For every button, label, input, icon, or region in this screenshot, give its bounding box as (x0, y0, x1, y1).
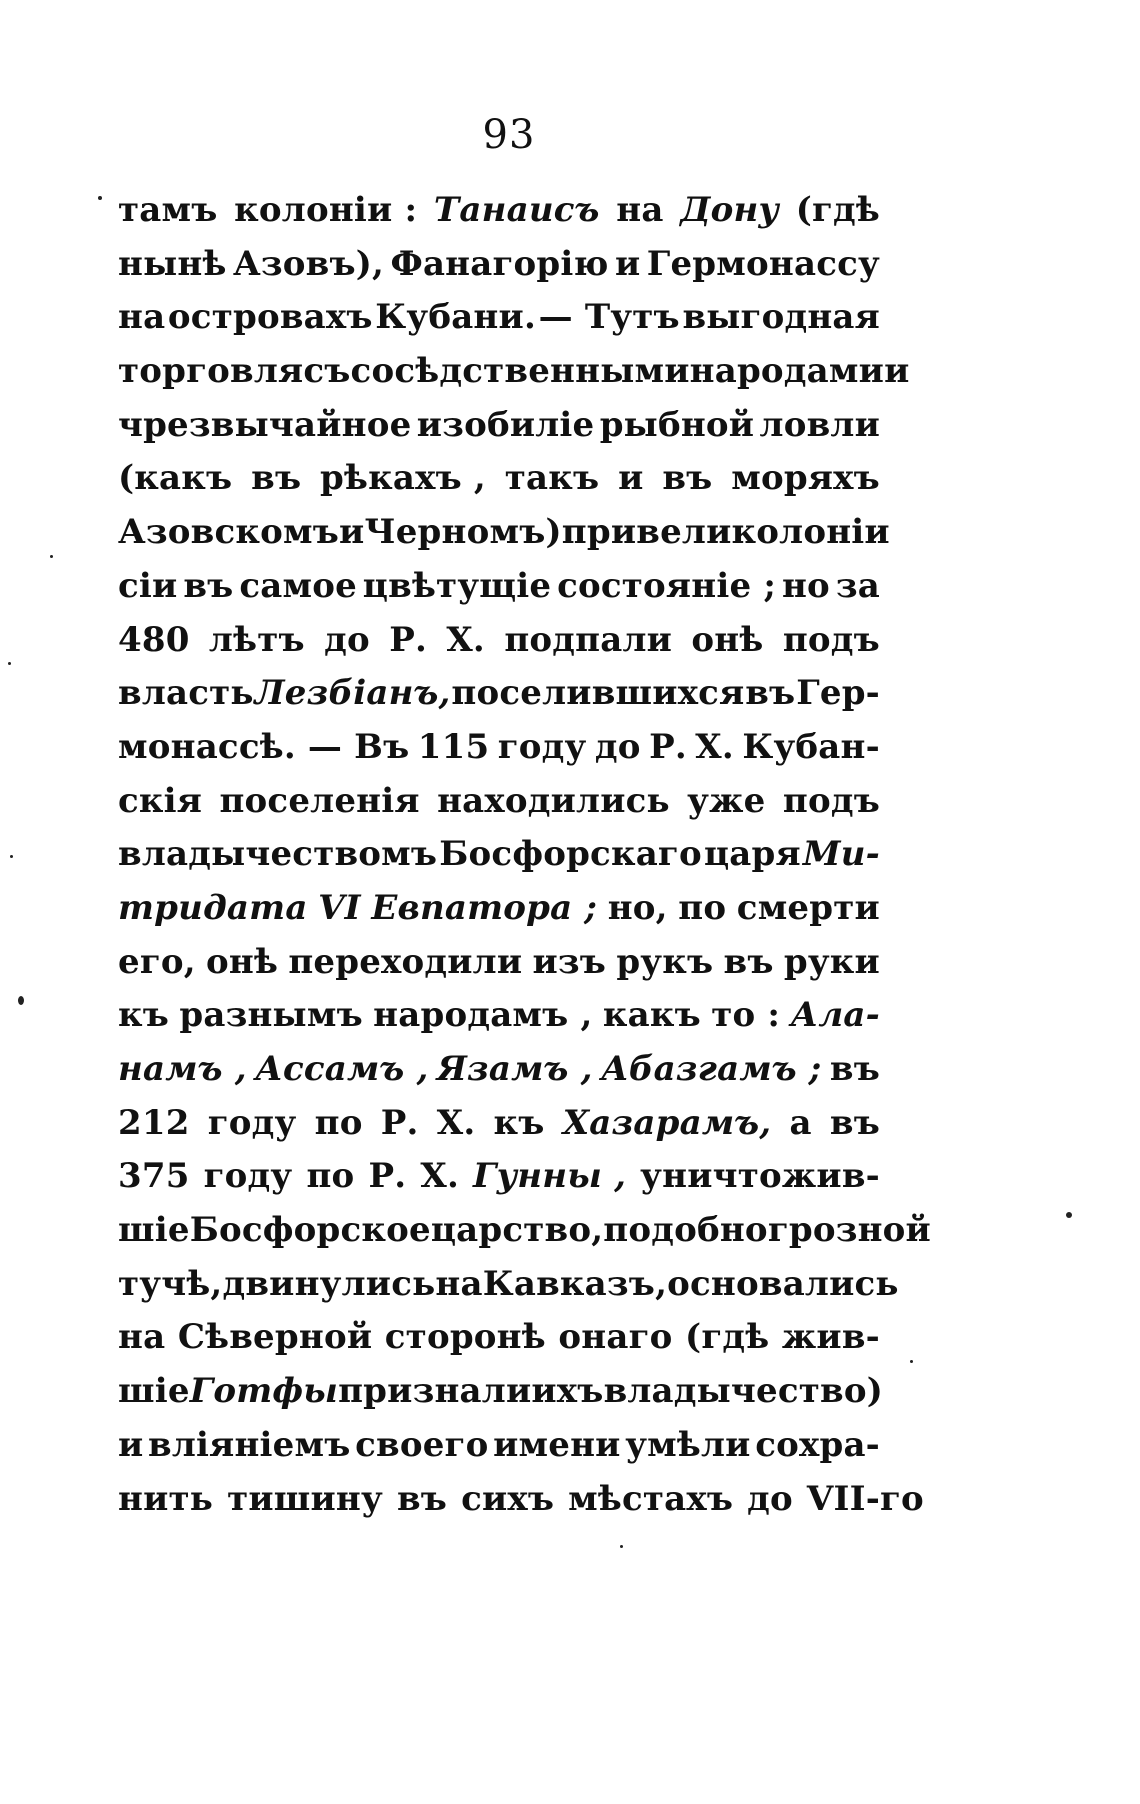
word: по (678, 887, 727, 928)
text-line (118, 1263, 899, 1318)
word: сохра- (755, 1424, 880, 1465)
word: съ (303, 351, 351, 392)
word: Ми- (802, 834, 880, 875)
word: вліяніемъ (148, 1424, 351, 1465)
word: а (789, 1102, 812, 1143)
word: Х. (695, 726, 734, 767)
word: народамъ , (373, 995, 593, 1036)
word: Х. (446, 619, 485, 660)
word: Абазгамъ ; (601, 1049, 822, 1089)
word: чрезвычайное (118, 404, 412, 445)
word: признали (338, 1371, 532, 1412)
text-line (118, 834, 880, 888)
text-line (118, 244, 880, 298)
word: нынѣ (118, 243, 227, 284)
word: царство, (430, 1210, 604, 1251)
word: власть (118, 673, 254, 714)
word: лѣтъ (208, 619, 305, 660)
word: Х. (420, 1156, 459, 1197)
text-line (118, 620, 880, 674)
word: Р. (649, 726, 687, 767)
word: и (614, 243, 641, 284)
word: Азовъ), (232, 243, 385, 284)
word: 115 (417, 726, 490, 767)
word: въ (745, 673, 796, 714)
word: двинулись (222, 1263, 436, 1304)
word: Гермонассу (646, 243, 880, 284)
word: моряхъ (731, 458, 880, 499)
text-line (118, 1371, 884, 1425)
text-line (118, 458, 880, 512)
text-line (118, 727, 880, 781)
word: 375 (118, 1156, 190, 1197)
scan-speck (8, 662, 11, 665)
word: выгодная (682, 297, 880, 338)
word: году (497, 726, 587, 767)
scan-speck (10, 855, 13, 858)
word: по (306, 1156, 355, 1197)
word: году (203, 1156, 293, 1197)
word: Гер- (796, 673, 880, 714)
word: смерти (736, 887, 880, 928)
word: руки (783, 941, 880, 982)
word: (гдѣ (795, 190, 880, 230)
word: на (118, 297, 166, 338)
word: Хазарамъ, (562, 1102, 772, 1143)
word: Сѣверной (177, 1317, 373, 1358)
word: 212 (118, 1102, 190, 1143)
text-line (118, 1425, 880, 1479)
word: тамъ (118, 190, 218, 230)
word: подпали (504, 619, 673, 660)
text-line (118, 190, 880, 244)
text-line (118, 888, 880, 942)
body-text (118, 190, 931, 1532)
text-line (118, 351, 910, 405)
word: торговля (118, 351, 304, 392)
text-line (118, 1049, 880, 1103)
word: подъ (782, 780, 880, 821)
word: Азовскомъ (118, 512, 340, 553)
word: Ала- (790, 995, 880, 1036)
word: Лезбіанъ, (254, 673, 451, 714)
word: на (435, 1263, 483, 1304)
word: Черномъ) (364, 512, 562, 553)
word: — Тутъ (538, 297, 680, 338)
word: привели (561, 512, 732, 553)
text-line (118, 297, 880, 351)
word: какъ (602, 995, 701, 1036)
word: своего (355, 1424, 489, 1465)
word: его, (118, 941, 196, 982)
word: до (594, 726, 641, 767)
word: нить (118, 1478, 214, 1519)
word: за (835, 565, 880, 606)
word: онѣ (206, 941, 279, 982)
word: то : (711, 995, 781, 1036)
text-line (118, 1478, 924, 1533)
text-line (118, 1103, 880, 1157)
text-line (118, 405, 880, 459)
word: Р. (368, 1156, 407, 1197)
word: тишину (227, 1478, 383, 1519)
word: тридата (118, 887, 308, 928)
word: царя (703, 834, 801, 875)
scan-speck (910, 1360, 913, 1363)
word: владычество) (603, 1371, 884, 1412)
word: Р. (380, 1102, 419, 1143)
word: VI (318, 887, 361, 928)
word: сосѣдственными (350, 351, 690, 392)
text-line (118, 673, 880, 727)
word: VII-го (806, 1478, 924, 1519)
word: сихъ (461, 1478, 555, 1519)
text-line (118, 1156, 880, 1210)
word: Дону (680, 190, 780, 230)
word: переходили (288, 941, 523, 982)
word: мѣстахъ (568, 1478, 734, 1519)
word: до (747, 1478, 793, 1519)
word: рукъ (616, 941, 714, 982)
word: жив- (781, 1317, 880, 1358)
scan-speck (98, 196, 102, 200)
word: народами (689, 351, 885, 392)
word: къ (493, 1102, 545, 1143)
word: грозной (767, 1210, 931, 1251)
word: цвѣтущіе (362, 565, 552, 606)
word: рѣкахъ , (320, 458, 486, 499)
word: на (616, 190, 664, 230)
word: подобно (603, 1210, 768, 1251)
word: и (118, 1424, 144, 1465)
word: шіе (118, 1371, 190, 1412)
word: самое (239, 565, 357, 606)
text-line (118, 1317, 880, 1371)
word: намъ , (118, 1049, 247, 1089)
word: владычествомъ (118, 834, 438, 875)
word: въ (251, 458, 302, 499)
word: поселившихся (451, 673, 745, 714)
word: онѣ (691, 619, 764, 660)
word: Кубани. (375, 297, 536, 338)
word: уже (687, 780, 766, 821)
text-line (118, 995, 880, 1049)
word: состояніе ; (557, 565, 777, 606)
word: имени (493, 1424, 621, 1465)
word: подъ (782, 619, 880, 660)
text-line (118, 1210, 931, 1264)
word: Босфорское (189, 1210, 431, 1251)
word: шіе (118, 1210, 190, 1251)
scan-speck (620, 1545, 623, 1548)
word: но, (607, 887, 668, 928)
word: и (339, 512, 365, 553)
word: Язамъ , (436, 1049, 593, 1089)
word: по (314, 1102, 363, 1143)
scan-speck (1066, 1212, 1072, 1218)
word: сторонѣ (384, 1317, 546, 1358)
word: Х. (436, 1102, 476, 1143)
word: въ (829, 1102, 880, 1143)
word: умѣли (625, 1424, 751, 1465)
word: но (781, 565, 830, 606)
word: Танаисъ (433, 190, 600, 230)
word: изобиліе (416, 404, 595, 445)
word: 480 (118, 619, 190, 660)
word: онаго (558, 1317, 673, 1358)
word: Готфы (189, 1371, 339, 1412)
page-number: 93 (482, 112, 536, 158)
word: и (618, 458, 644, 499)
scan-speck (50, 555, 53, 558)
word: на (118, 1317, 166, 1358)
scan-speck (18, 996, 24, 1005)
word: Гунны , (473, 1156, 627, 1197)
word: (какъ (118, 458, 233, 499)
word: колоніи (731, 512, 890, 553)
word: разнымъ (179, 995, 363, 1036)
word: Евпатора ; (371, 887, 598, 928)
word: Кавказъ, (482, 1263, 668, 1304)
word: такъ (504, 458, 600, 499)
word: до (324, 619, 370, 660)
word: Босфорскаго (439, 834, 702, 875)
text-line (118, 781, 880, 835)
word: къ (118, 995, 170, 1036)
text-line (118, 566, 880, 620)
word: (гдѣ (685, 1317, 770, 1358)
word: въ (662, 458, 713, 499)
word: въ (396, 1478, 448, 1519)
word: Кубан- (742, 726, 880, 767)
word: островахъ (167, 297, 373, 338)
word: Ассамъ , (255, 1049, 429, 1089)
word: Р. (389, 619, 427, 660)
text-line (118, 942, 880, 996)
word: колоніи : (234, 190, 418, 230)
text-line (118, 512, 890, 566)
word: сіи (118, 565, 178, 606)
word: основались (667, 1263, 899, 1304)
word: ихъ (531, 1371, 604, 1412)
word: году (207, 1102, 297, 1143)
word: поселенія (219, 780, 420, 821)
word: скія (118, 780, 203, 821)
word: въ (829, 1049, 880, 1089)
word: въ (723, 941, 774, 982)
word: тучѣ, (118, 1263, 223, 1304)
word: Фанагорію (390, 243, 609, 284)
word: уничтожив- (640, 1156, 880, 1197)
word: ловли (759, 404, 880, 445)
word: въ (183, 565, 234, 606)
word: находились (437, 780, 670, 821)
word: рыбной (599, 404, 755, 445)
word: изъ (532, 941, 607, 982)
word: монассѣ. — Въ (118, 726, 410, 767)
word: и (884, 351, 910, 392)
